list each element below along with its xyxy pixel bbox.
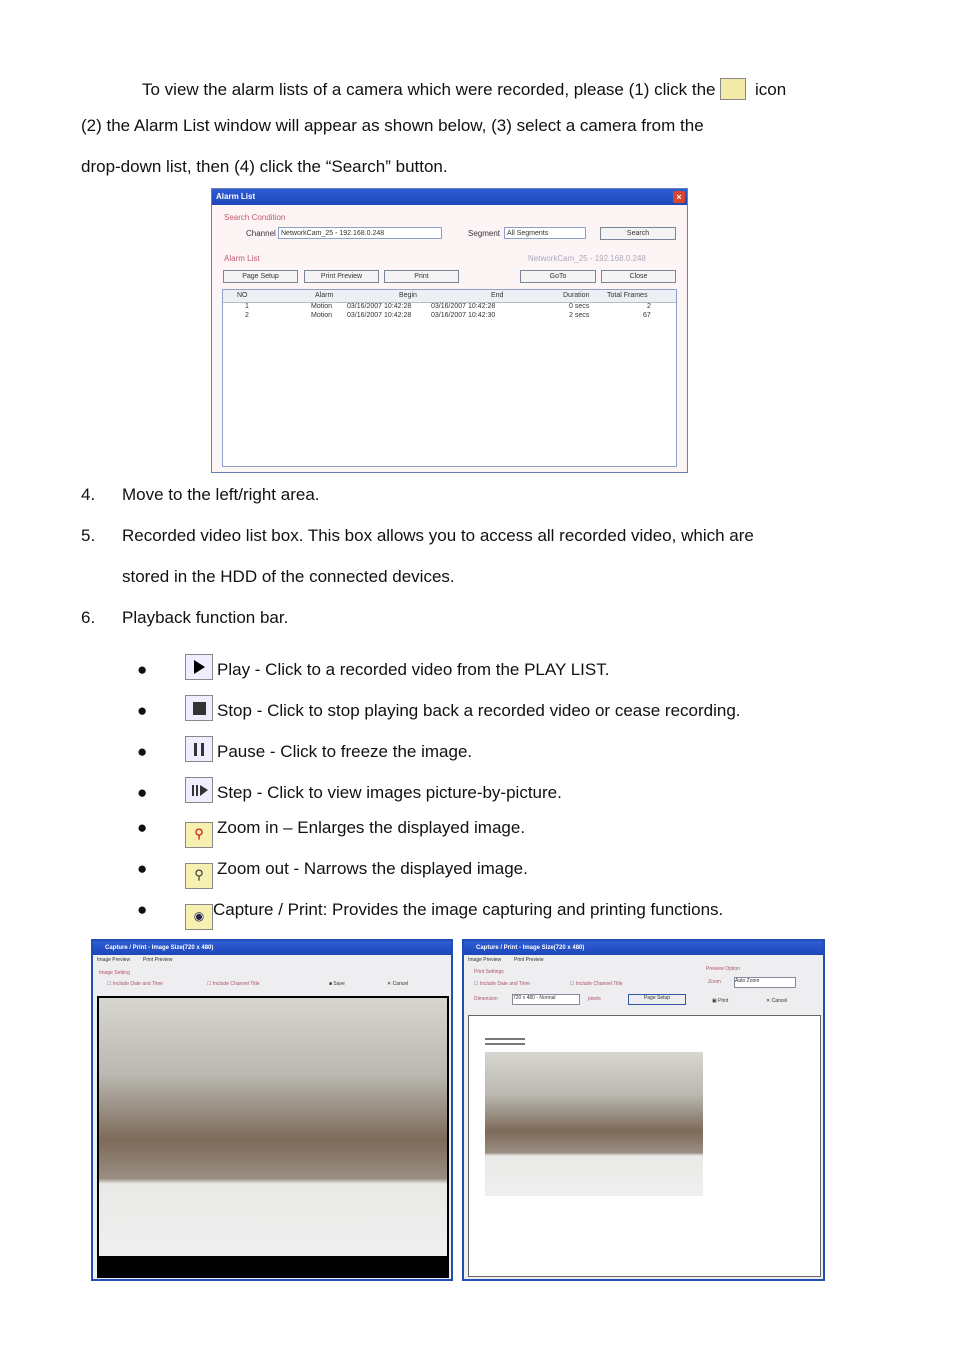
camera-info: NetworkCam_25 - 192.168.0.248	[528, 254, 646, 263]
include-channel-checkbox[interactable]: ☐ Include Channel Title	[570, 981, 623, 987]
print-date-line	[485, 1038, 525, 1040]
bullet-capture: ● ◉ Capture / Print: Provides the image capturing and printing functions.	[137, 900, 723, 930]
save-button[interactable]: ■ Save	[329, 981, 345, 987]
step-icon	[185, 777, 213, 803]
dialog-titlebar: Alarm List ×	[212, 189, 687, 205]
pause-icon	[185, 736, 213, 762]
dimension-select[interactable]: 720 x 480 - Normal	[512, 994, 580, 1005]
alarm-table: NO Alarm Begin End Duration Total Frames 1 Motion 03/16/2007 10:42:28 03/16/2007 10:42:28 0 secs 2 2 Motion 03/16/2007 10:42:28 03/16/2007 10:42:30 2 secs 67	[222, 289, 677, 467]
captured-image-frame	[97, 996, 449, 1278]
capture-right-titlebar: Capture / Print - Image Size(720 x 480)	[464, 941, 823, 955]
page-setup-button[interactable]: Page Setup	[628, 994, 686, 1005]
list-item-4: Move to the left/right area.	[122, 485, 320, 504]
alarm-list-icon	[720, 78, 746, 100]
tab-print-preview[interactable]: Print Preview	[143, 957, 173, 963]
include-channel-checkbox[interactable]: ☐ Include Channel Title	[207, 981, 260, 987]
list-item-5b: stored in the HDD of the connected devices.	[122, 567, 455, 586]
channel-select[interactable]: NetworkCam_25 - 192.168.0.248	[278, 227, 442, 239]
print-button[interactable]: ▣ Print	[712, 998, 729, 1004]
capture-print-preview-window	[462, 939, 825, 1281]
include-date-checkbox[interactable]: ☐ Include Date and Time	[107, 981, 163, 987]
alarm-list-dialog	[211, 188, 688, 473]
play-icon	[185, 654, 213, 680]
list-number-5: 5.	[81, 526, 96, 545]
close-icon[interactable]: ×	[673, 191, 685, 203]
capture-image-preview-window	[91, 939, 453, 1281]
tab-image-preview[interactable]: Image Preview	[97, 957, 131, 963]
zoom-select[interactable]: Auto Zoom	[734, 977, 796, 988]
include-date-checkbox[interactable]: ☐ Include Date and Time	[474, 981, 530, 987]
print-date-line	[485, 1043, 525, 1045]
pixels-label: pixels	[588, 996, 601, 1002]
alarm-list-label: Alarm List	[224, 254, 260, 263]
bullet-stop: ● Stop - Click to stop playing back a recorded video or cease recording.	[137, 695, 741, 721]
goto-button[interactable]: GoTo	[520, 270, 596, 283]
search-condition-label: Search Condition	[224, 213, 286, 222]
bullet-pause: ● Pause - Click to freeze the image.	[137, 736, 472, 762]
intro-line-1: To view the alarm lists of a camera which were recorded, please (1) click the icon	[142, 80, 787, 99]
tab-image-preview[interactable]: Image Preview	[468, 957, 502, 963]
bullet-zoom-in: ● ⚲ Zoom in – Enlarges the displayed image.	[137, 818, 525, 848]
list-item-5a: Recorded video list box. This box allows you to access all recorded video, which are	[122, 526, 754, 545]
segment-label: Segment	[468, 229, 501, 238]
preview-option-group: Preview Option	[706, 966, 740, 972]
close-button[interactable]: Close	[601, 270, 676, 283]
zoom-label: Zoom	[708, 979, 721, 985]
office-photo	[485, 1052, 703, 1196]
print-settings-group: Print Settings	[474, 969, 504, 975]
bullet-step: ● Step - Click to view images picture-by-picture.	[137, 777, 562, 803]
zoom-in-icon: ⚲	[185, 822, 213, 848]
list-number-4: 4.	[81, 485, 96, 504]
dimension-label: Dimension	[474, 996, 498, 1002]
cancel-button[interactable]: ✕ Cancel	[387, 981, 409, 987]
print-button[interactable]: Print	[384, 270, 459, 283]
stop-icon	[185, 695, 213, 721]
capture-left-titlebar: Capture / Print - Image Size(720 x 480)	[93, 941, 451, 955]
cancel-button[interactable]: ✕ Cancel	[766, 998, 788, 1004]
search-button[interactable]: Search	[600, 227, 676, 240]
intro-line-3: drop-down list, then (4) click the “Search” button.	[81, 157, 448, 176]
segment-select[interactable]: All Segments	[504, 227, 586, 239]
print-preview-page	[468, 1015, 821, 1277]
tab-print-preview[interactable]: Print Preview	[514, 957, 544, 963]
print-preview-button[interactable]: Print Preview	[304, 270, 379, 283]
office-photo	[99, 998, 447, 1256]
table-header: NO Alarm Begin End Duration Total Frames	[223, 290, 676, 303]
zoom-out-icon: ⚲	[185, 863, 213, 889]
bullet-zoom-out: ● ⚲ Zoom out - Narrows the displayed image.	[137, 859, 528, 889]
list-item-6: Playback function bar.	[122, 608, 289, 627]
intro-line-2: (2) the Alarm List window will appear as shown below, (3) select a camera from the	[81, 116, 704, 135]
bullet-play: ● Play - Click to a recorded video from the PLAY LIST.	[137, 654, 609, 680]
list-number-6: 6.	[81, 608, 96, 627]
page-setup-button[interactable]: Page Setup	[223, 270, 298, 283]
channel-label: Channel	[246, 229, 276, 238]
image-setting-group: Image Setting	[99, 970, 130, 976]
camera-icon: ◉	[185, 904, 213, 930]
